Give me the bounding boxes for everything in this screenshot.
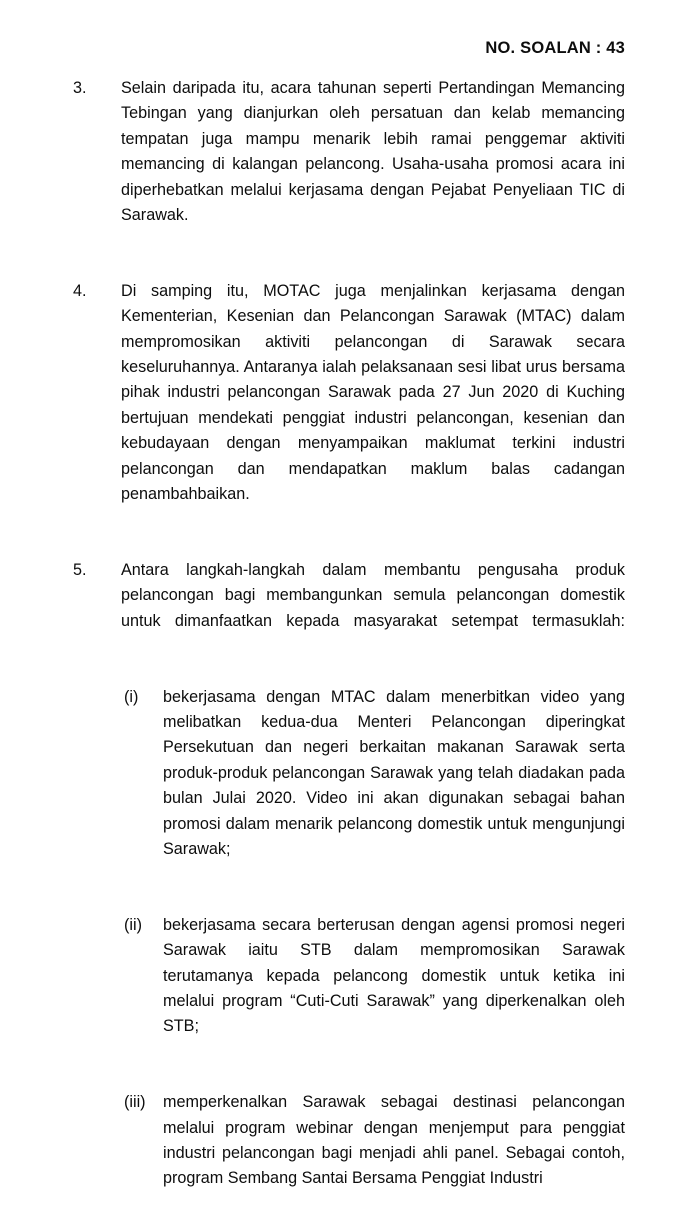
- page-header-question-number: NO. SOALAN : 43: [485, 39, 625, 57]
- paragraph-4-text: Di samping itu, MOTAC juga menjalinkan kerjasama dengan Kementerian, Kesenian dan Pelancongan Sarawak (MTAC) dalam mempromosikan aktiviti pelancongan di Sarawak secara keseluruhannya. Antaranya ialah pelaksanaan sesi libat urus bersama pihak industri pelancongan Sarawak pada 27 Jun 2020 di Kuching bertujuan mendekati penggiat industri pelancongan, kesenian dan kebudayaan dengan menyampaikan maklumat terkini industri pelancongan dan mendapatkan maklum balas cadangan penambahbaikan.: [121, 281, 625, 504]
- list-item-text-ii: bekerjasama secara berterusan dengan agensi promosi negeri Sarawak iaitu STB dalam mempromosikan Sarawak terutamanya kepada pelancong domestik untuk ketika ini melalui program “Cuti-Cuti Sarawak” yang diperkenalkan oleh STB;: [163, 915, 625, 1036]
- paragraph-3-number: 3.: [73, 79, 87, 97]
- list-item-marker-ii: (ii): [124, 915, 142, 934]
- list-item: [73, 1090, 625, 1192]
- measures-list: [73, 685, 625, 1192]
- paragraph-4-number: 4.: [73, 281, 87, 300]
- paragraph-5-number: 5.: [73, 560, 87, 579]
- list-item: [73, 913, 625, 1065]
- document-body: [73, 76, 625, 1217]
- paragraph-5: [73, 558, 625, 660]
- list-item-text-iii: memperkenalkan Sarawak sebagai destinasi pelancongan melalui program webinar dengan menjemput para penggiat industri pelancongan bagi menjadi ahli panel. Sebagai contoh, program Sembang Santai Bersama Penggiat Industri: [163, 1093, 625, 1188]
- paragraph-4: [73, 279, 625, 533]
- paragraph-3: [73, 76, 625, 254]
- list-item-text-i: bekerjasama dengan MTAC dalam menerbitkan video yang melibatkan kedua-dua Menteri Pelancongan diperingkat Persekutuan dan negeri berkaitan makanan Sarawak serta produk-produk pelancongan Sarawak yang telah diadakan pada bulan Julai 2020. Video ini akan digunakan sebagai bahan promosi dalam menarik pelancong domestik untuk mengunjungi Sarawak;: [163, 687, 625, 858]
- list-item-marker-i: (i): [124, 687, 139, 706]
- paragraph-3-text: Selain daripada itu, acara tahunan seperti Pertandingan Memancing Tebingan yang dianjurkan oleh persatuan dan kelab memancing tempatan juga mampu menarik lebih ramai penggemar aktiviti memancing di kalangan pelancong. Usaha-usaha promosi acara ini diperhebatkan melalui kerjasama dengan Pejabat Penyeliaan TIC di Sarawak.: [121, 79, 625, 225]
- list-item: [73, 685, 625, 888]
- list-item-marker-iii: (iii): [124, 1093, 146, 1112]
- paragraph-5-text: Antara langkah-langkah dalam membantu pengusaha produk pelancongan bagi membangunkan semula pelancongan domestik untuk dimanfaatkan kepada masyarakat setempat termasuklah:: [121, 560, 625, 630]
